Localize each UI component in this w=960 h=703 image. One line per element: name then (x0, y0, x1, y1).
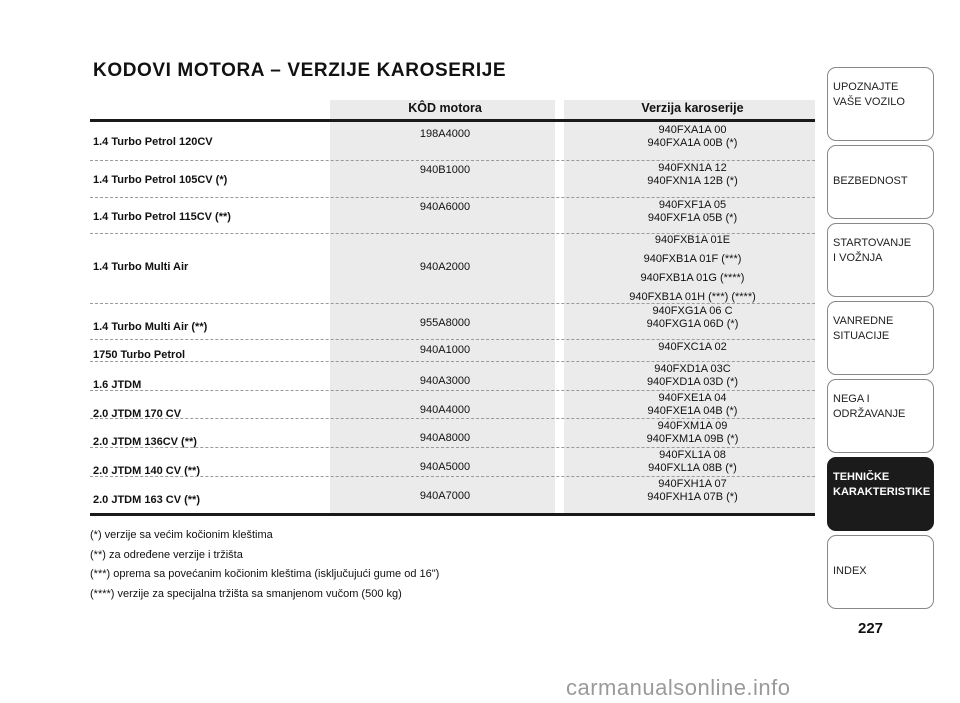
sidebar-tab[interactable] (827, 145, 934, 219)
engine-code: 955A8000 (419, 317, 471, 329)
engine-code: 940A4000 (419, 404, 471, 416)
row-separator (90, 418, 815, 419)
sidebar-tab-label: BEZBEDNOST (833, 175, 908, 187)
sidebar-tab-label: INDEX (833, 565, 867, 577)
footnote: (**) za određene verzije i tržišta (90, 548, 243, 561)
footnote: (*) verzije sa većim kočionim kleštima (90, 529, 273, 541)
body-version: 940FXA1A 00 (658, 124, 727, 136)
page-number: 227 (858, 620, 884, 637)
engine-name: 1.6 JTDM (93, 379, 142, 391)
sidebar-tab-label: STARTOVANJE (833, 237, 912, 249)
engine-code: 940A1000 (419, 344, 471, 356)
code-column-bg (330, 100, 555, 513)
row-separator (90, 361, 815, 362)
engine-name: 1.4 Turbo Petrol 105CV (*) (93, 174, 228, 186)
sidebar-tab-label: I VOŽNJA (833, 252, 883, 264)
row-separator (90, 476, 815, 477)
sidebar-tab[interactable] (827, 535, 934, 609)
engine-name: 1.4 Turbo Multi Air (93, 261, 189, 273)
body-version: 940FXD1A 03C (654, 363, 731, 375)
body-version: 940FXA1A 00B (*) (647, 137, 738, 149)
row-separator (90, 303, 815, 304)
engine-name: 2.0 JTDM 140 CV (**) (93, 465, 200, 477)
engine-code: 198A4000 (419, 128, 471, 140)
body-version: 940FXH1A 07 (658, 478, 727, 490)
body-version: 940FXE1A 04 (658, 392, 727, 404)
body-version: 940FXB1A 01G (****) (640, 272, 745, 284)
sidebar-tab-label: ODRŽAVANJE (833, 408, 906, 420)
body-version: 940FXE1A 04B (*) (647, 405, 738, 417)
body-version-list (570, 231, 815, 307)
body-version: 940FXG1A 06D (*) (646, 318, 739, 330)
body-version: 940FXN1A 12B (*) (647, 175, 738, 187)
sidebar-tab-label: VAŠE VOZILO (833, 96, 905, 108)
body-version-list (570, 124, 815, 150)
footnotes (90, 526, 439, 604)
header-version: Verzija karoserije (641, 101, 744, 115)
engine-code: 940A3000 (419, 375, 471, 387)
engine-code: 940A7000 (419, 490, 471, 502)
sidebar-tab-label: TEHNIČKE (833, 471, 890, 483)
row-separator (90, 390, 815, 391)
sidebar-tab-label: KARAKTERISTIKE (833, 486, 931, 498)
page-title: KODOVI MOTORA – VERZIJE KAROSERIJE (93, 60, 507, 81)
body-version-list (570, 199, 815, 225)
engine-code: 940B1000 (419, 164, 471, 176)
sidebar-tab[interactable] (827, 379, 934, 453)
engine-code: 940A2000 (419, 261, 471, 273)
watermark: carmanualsonline.info (566, 675, 791, 700)
body-version-list (570, 341, 815, 354)
table-bottom-rule (90, 513, 815, 516)
footnote: (****) verzije za specijalna tržišta sa smanjenom vučom (500 kg) (90, 587, 402, 600)
body-version: 940FXL1A 08 (659, 449, 726, 461)
body-version: 940FXD1A 03D (*) (646, 376, 739, 388)
header-code: KÔD motora (408, 101, 482, 115)
footnote: (***) oprema sa povećanim kočionim kleštima (isključujući gume od 16") (90, 568, 440, 580)
row-separator (90, 447, 815, 448)
table-top-rule (90, 119, 815, 122)
body-version-list (570, 162, 815, 188)
body-version: 940FXN1A 12 (658, 162, 727, 174)
body-version: 940FXB1A 01H (***) (****) (629, 291, 756, 303)
sidebar-tab[interactable] (827, 457, 934, 531)
body-version-list (570, 392, 815, 418)
sidebar-tab[interactable] (827, 223, 934, 297)
body-version: 940FXL1A 08B (*) (648, 462, 737, 474)
body-version: 940FXB1A 01F (***) (643, 253, 742, 265)
body-version: 940FXB1A 01E (654, 234, 731, 246)
body-version-list (570, 420, 815, 446)
engine-code: 940A6000 (419, 201, 471, 213)
engine-name: 2.0 JTDM 136CV (**) (93, 436, 197, 448)
engine-name: 1.4 Turbo Multi Air (**) (93, 321, 208, 333)
body-version-list (570, 478, 815, 504)
sidebar-tab[interactable] (827, 67, 934, 141)
engine-name: 2.0 JTDM 170 CV (93, 408, 182, 420)
sidebar-tab[interactable] (827, 301, 934, 375)
engine-name: 1.4 Turbo Petrol 115CV (**) (93, 211, 231, 223)
body-version: 940FXF1A 05B (*) (647, 212, 738, 224)
sidebar-tab-label: VANREDNE (833, 315, 894, 327)
engine-code: 940A8000 (419, 432, 471, 444)
row-separator (90, 197, 815, 198)
body-version: 940FXG1A 06 C (652, 305, 733, 317)
body-version: 940FXF1A 05 (658, 199, 727, 211)
sidebar-tab-label: UPOZNAJTE (833, 81, 899, 93)
row-separator (90, 339, 815, 340)
engine-name: 1750 Turbo Petrol (93, 349, 186, 361)
body-version: 940FXC1A 02 (658, 341, 727, 353)
body-version: 940FXM1A 09 (657, 420, 728, 432)
sidebar-tab-label: SITUACIJE (833, 330, 890, 342)
row-separator (90, 160, 815, 161)
body-version: 940FXM1A 09B (*) (646, 433, 739, 445)
engine-name: 2.0 JTDM 163 CV (**) (93, 494, 200, 506)
sidebar-tab-label: NEGA I (833, 393, 870, 405)
engine-name: 1.4 Turbo Petrol 120CV (93, 136, 213, 148)
body-version-list (570, 449, 815, 475)
body-version-list (570, 363, 815, 389)
engine-code: 940A5000 (419, 461, 471, 473)
body-version: 940FXH1A 07B (*) (647, 491, 738, 503)
body-version-list (570, 305, 815, 331)
